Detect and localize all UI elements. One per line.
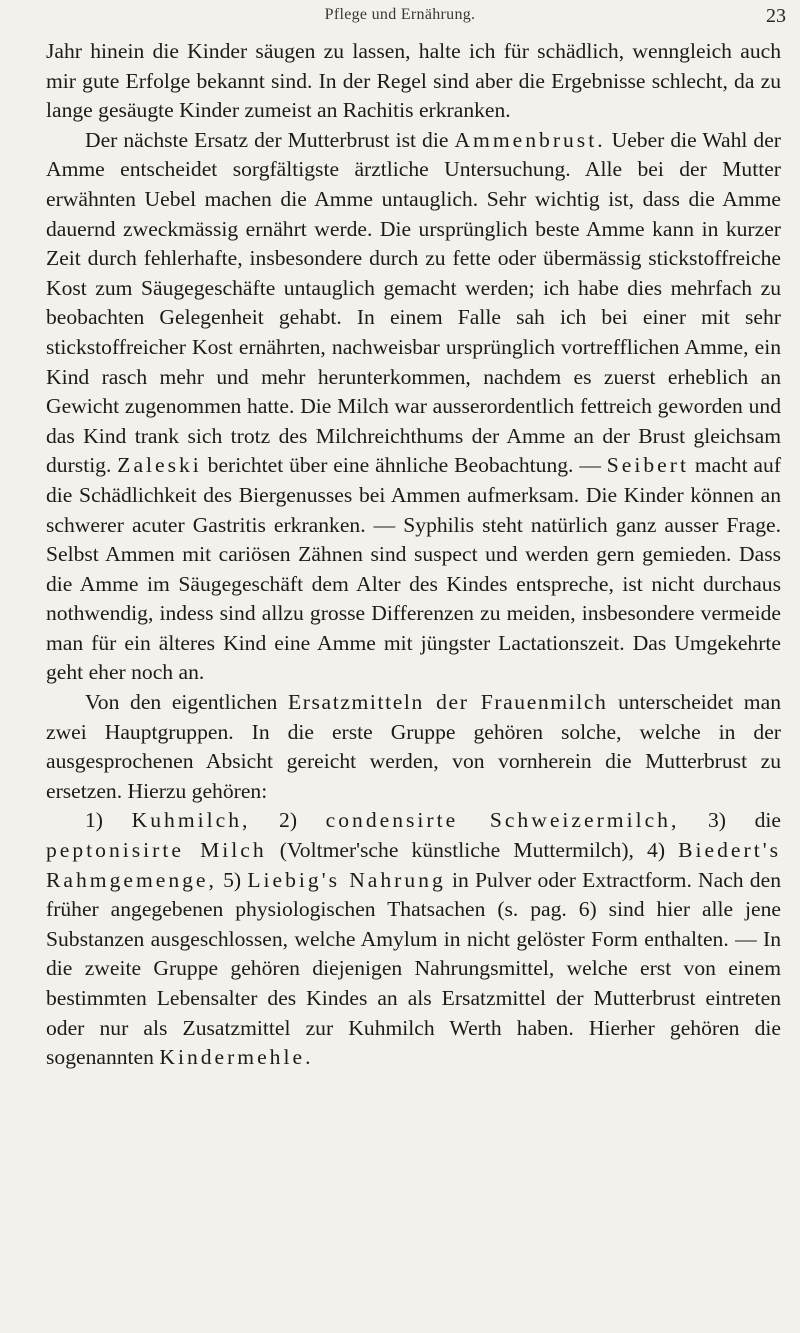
author-seibert: Seibert (606, 453, 689, 478)
paragraph-text: unterscheidet man zwei Hauptgruppen. In die erste Gruppe gehören solche, welche in der ausgesprochenen Absicht gereicht werden, von vornherein die Mutterbrust zu ersetzen. Hierzu gehören: (46, 690, 781, 803)
paragraph-text: Der nächste Ersatz der Mutterbrust ist die (85, 127, 455, 152)
paragraph-ammenbrust (46, 126, 781, 688)
list-number: 1) (85, 808, 132, 833)
list-number: 3) die (679, 808, 782, 833)
paragraph-text: Ueber die Wahl der Amme entscheidet sorgfältigste ärztliche Untersuchung. Alle bei der Mutter erwähnten Uebel machen die Amme untauglich. Sehr wichtig ist, dass die Amme dauernd zweckmässig ernährt werde. Die ursprünglich beste Amme kann in kurzer Zeit durch fehlerhafte, insbesondere durch zu fette oder übermässig stickstoffreiche Kost zum Säugegeschäfte untauglich gemacht werden; ich habe dies mehrfach zu beobachten Gelegenheit gehabt. In einem Falle sah ich bei einer mit sehr stickstoffreicher Kost ernährten, nachweisbar ursprünglich vortrefflichen Amme, ein Kind rasch mehr und mehr herunterkommen, nachdem es zuerst erheblich an Gewicht zugenommen hatte. Die Milch war ausserordentlich fettreich geworden und das Kind trank sich trotz des Milchreichthums der Amme an der Brust gleichsam durstig. (46, 127, 781, 478)
emphasis-kindermehle: Kindermehle. (159, 1045, 314, 1070)
emphasis-kuhmilch: Kuhmilch, (131, 808, 251, 833)
emphasis-biedert: Biedert's Rahmgemenge, (46, 838, 781, 892)
author-zaleski: Zaleski (117, 453, 202, 478)
emphasis-peptonisirte: peptonisirte Milch (46, 838, 267, 863)
paragraph-1: Jahr hinein die Kinder säugen zu lassen, halte ich für schädlich, wenngleich auch mir gute Erfolge bekannt sind. In der Regel sind aber die Ergebnisse schlecht, da zu lange gesäugte Kinder zumeist an Rachitis erkranken. (46, 39, 781, 123)
paragraph-text: (Voltmer'sche künstliche Muttermilch), 4) (266, 838, 679, 863)
emphasis-condensirte: condensirte Schweizermilch, (325, 808, 680, 833)
paragraph-text: Von den eigentlichen (85, 690, 288, 715)
list-number: 5) (216, 867, 248, 892)
paragraph-list (46, 806, 781, 1072)
page-number: 23 (766, 5, 786, 27)
paragraph-ersatzmittel (46, 688, 781, 806)
paragraph-text: in Pulver oder Extractform. Nach den früher angegebenen physiologischen Thatsachen (s. pag. 6) sind hier alle jene Substanzen ausgeschlossen, welche Amylum in nicht gelöster Form enthalten. — In die zweite Gruppe gehören diejenigen Nahrungsmittel, welche erst von einem bestimmten Lebensalter des Kindes an als Ersatzmittel der Mutterbrust eintreten oder nur als Zusatzmittel zur Kuhmilch Werth haben. Hierher gehören die sogenannten (46, 867, 781, 1070)
running-title: Pflege und Ernährung. (324, 6, 476, 23)
emphasis-ersatzmittel: Ersatzmitteln der Frauenmilch (287, 690, 608, 715)
body-text (46, 37, 781, 1073)
emphasis-liebig: Liebig's Nahrung (247, 867, 446, 892)
emphasis-ammenbrust: Ammenbrust. (454, 127, 606, 152)
paragraph-text: berichtet über eine ähnliche Beobachtung. — (201, 453, 607, 478)
paragraph-text: macht auf die Schädlichkeit des Biergenusses bei Ammen aufmerksam. Die Kinder können an schwerer acuter Gastritis erkranken. — Syphilis steht natürlich ganz ausser Frage. Selbst Ammen mit cariösen Zähnen sind suspect und werden gern gemieden. Dass die Amme im Säugegeschäft dem Alter des Kindes entspreche, ist nicht durchaus nothwendig, indess sind allzu grosse Differenzen zu meiden, insbesondere vermeide man für ein älteres Kind eine Amme mit jüngster Lactationszeit. Das Umgekehrte geht eher noch an. (46, 453, 782, 685)
running-head (0, 4, 800, 28)
list-number: 2) (250, 808, 326, 833)
